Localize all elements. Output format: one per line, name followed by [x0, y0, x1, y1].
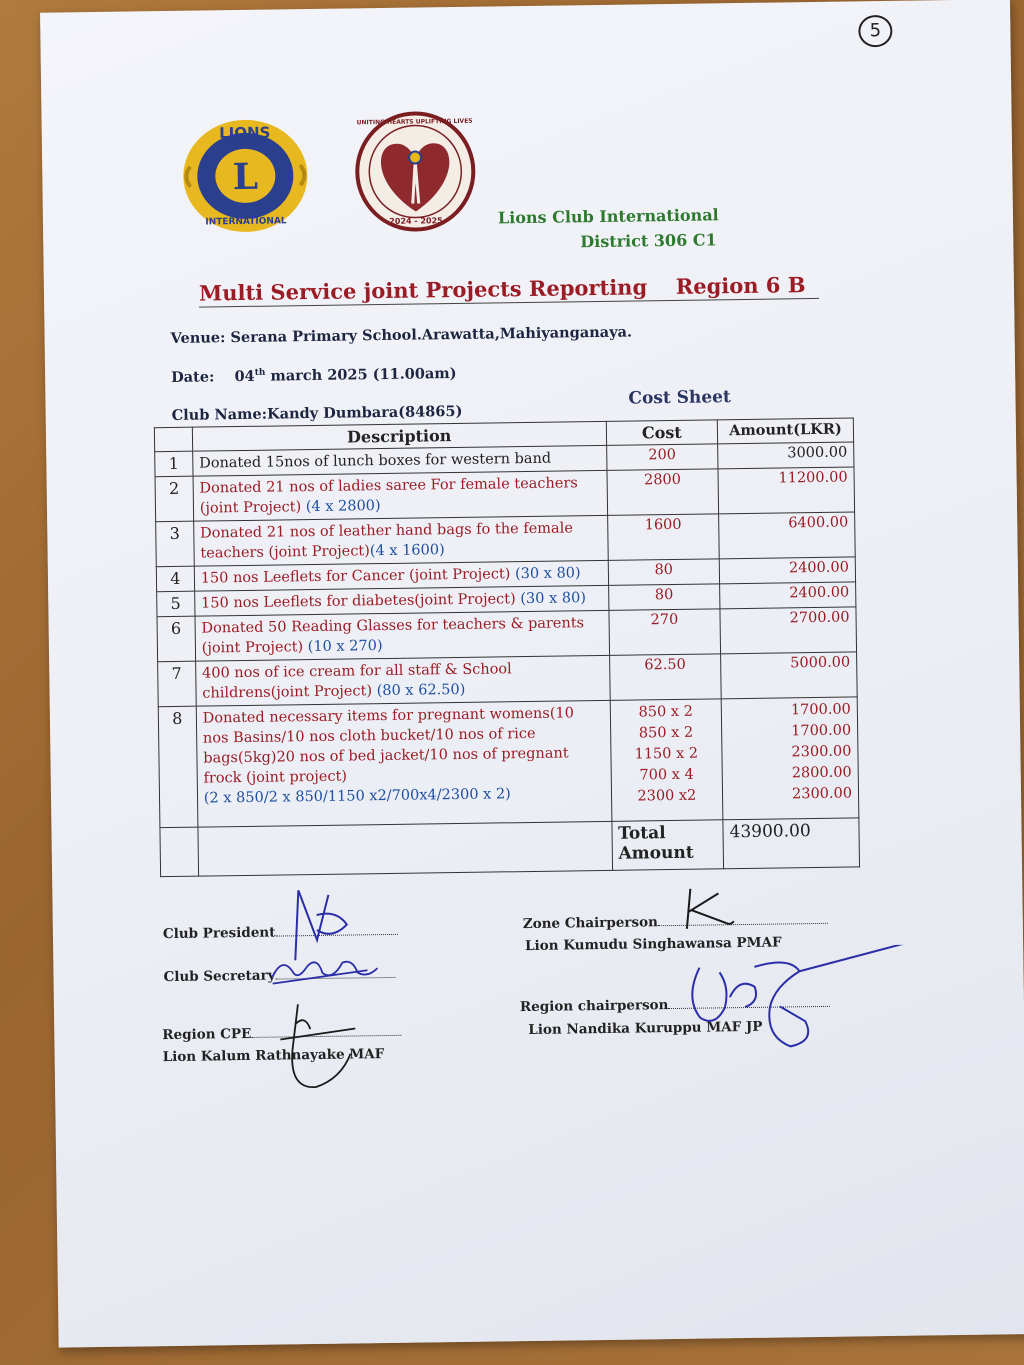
region-chairperson-label: Region chairperson	[519, 997, 669, 1016]
total-row-blank-number	[160, 827, 198, 877]
row-calc: (4 x 2800)	[305, 498, 381, 516]
heart-logo-year: 2024 - 2025	[389, 216, 443, 226]
row-number: 2	[155, 476, 193, 522]
total-label-line1: Total	[618, 823, 666, 844]
uniting-hearts-logo-icon	[349, 111, 481, 233]
row-cost-item: 700 x 4	[639, 766, 694, 784]
header-description: Description	[192, 421, 606, 451]
row-cost-list	[610, 699, 723, 822]
row-description	[196, 700, 612, 827]
row-description-text: Donated 50 Reading Glasses for teachers & parents (joint Project)	[201, 615, 585, 657]
document-page	[40, 0, 1024, 1348]
row-description-text: Donated 21 nos of ladies saree For female teachers (joint Project)	[199, 475, 578, 517]
row-calc: (2 x 850/2 x 850/1150 x2/700x4/2300 x 2)	[203, 786, 511, 807]
row-cost-item: 2300 x2	[637, 787, 697, 805]
date-rest: march 2025 (11.00am)	[270, 364, 457, 385]
total-row	[160, 818, 860, 877]
row-cost-item: 850 x 2	[638, 703, 693, 721]
row-description	[193, 470, 607, 521]
row-amount: 2400.00	[719, 557, 855, 584]
zone-chairperson-label: Zone Chairperson	[522, 914, 658, 933]
date-suffix: th	[254, 367, 266, 378]
club-secretary-signature-icon	[267, 950, 388, 992]
page-number: 5	[858, 15, 892, 47]
total-value: 43900.00	[723, 818, 860, 869]
venue-value: Serana Primary School.Arawatta,Mahiyanganaya.	[230, 323, 633, 347]
row-amount-item: 1700.00	[790, 701, 851, 719]
row-number: 4	[156, 566, 194, 592]
row-description	[195, 610, 609, 661]
date-label: Date:	[171, 368, 215, 386]
org-district: District 306 C1	[580, 230, 717, 252]
row-description-text: Donated necessary items for pregnant womens(10 nos Basins/10 nos cloth bucket/10 nos of rice bags(5kg)20 nos of bed jacket/10 nos of pregnant frock (joint project)	[202, 705, 574, 787]
row-number: 5	[157, 591, 195, 617]
row-calc: (80 x 62.50)	[376, 681, 466, 700]
row-description-text: Donated 15nos of lunch boxes for western band	[199, 450, 552, 472]
venue-label: Venue:	[170, 329, 226, 347]
header-number	[154, 427, 192, 452]
date-line	[171, 365, 457, 386]
row-number: 8	[158, 706, 197, 828]
org-name: Lions Club International	[497, 205, 719, 228]
row-amount-item: 2300.00	[791, 785, 853, 803]
row-amount-item: 1700.00	[791, 722, 852, 740]
row-cost-item: 1150 x 2	[634, 745, 699, 763]
club-value: Kandy Dumbara(84865)	[266, 402, 463, 423]
lions-logo-top-text: LIONS	[218, 123, 271, 143]
row-amount: 2700.00	[720, 607, 857, 654]
cost-table	[154, 417, 860, 877]
header-amount: Amount(LKR)	[717, 418, 853, 444]
row-cost: 80	[608, 559, 720, 586]
row-cost: 62.50	[609, 654, 721, 701]
header-cost: Cost	[606, 420, 718, 446]
row-description-text: 150 nos Leeflets for diabetes(joint Project)	[200, 591, 516, 612]
heart-logo-arc-text: UNITING HEARTS UPLIFTING LIVES	[356, 117, 473, 127]
total-label-line2: Amount	[618, 842, 694, 864]
row-amount: 11200.00	[718, 467, 855, 514]
row-cost-item: 850 x 2	[638, 724, 694, 742]
row-calc: (30 x 80)	[514, 565, 581, 583]
lions-logo-letter: L	[232, 155, 259, 199]
row-cost: 270	[609, 609, 721, 656]
club-secretary-label: Club Secretary	[163, 967, 276, 986]
row-cost: 80	[608, 584, 720, 611]
venue-line	[170, 324, 632, 347]
lions-international-logo-icon	[180, 115, 312, 237]
row-description	[195, 655, 609, 706]
cost-sheet-label: Cost Sheet	[628, 387, 731, 409]
club-president-label: Club President	[162, 924, 276, 943]
row-amount-item: 2300.00	[791, 743, 852, 761]
row-amount: 3000.00	[718, 442, 854, 469]
club-label: Club Name:	[171, 405, 268, 424]
table-row	[158, 697, 859, 828]
row-amount: 2400.00	[720, 582, 856, 609]
row-calc: (4 x 1600)	[369, 542, 445, 560]
total-row-blank-description	[198, 821, 613, 876]
row-calc: (10 x 270)	[307, 638, 383, 656]
row-cost: 2800	[607, 469, 719, 516]
lions-logo-bottom-text: INTERNATIONAL	[205, 216, 287, 228]
page-title-main: Multi Service joint Projects Reporting	[198, 274, 648, 306]
row-cost: 200	[606, 444, 718, 471]
row-description-text: Donated 21 nos of leather hand bags fo the female teachers (joint Project)	[200, 520, 573, 562]
zone-chairperson-name: Lion Kumudu Singhawansa PMAF	[525, 934, 782, 955]
row-amount-item: 2800.00	[791, 764, 852, 782]
total-label	[612, 820, 724, 871]
row-calc: (30 x 80)	[520, 590, 587, 608]
page-title-region: Region 6 B	[675, 272, 806, 299]
row-number: 7	[158, 661, 196, 707]
zone-chairperson-line	[523, 912, 828, 932]
row-cost: 1600	[607, 514, 719, 561]
row-description-text: 150 nos Leeflets for Cancer (joint Project)	[200, 566, 511, 587]
row-amount: 5000.00	[721, 652, 858, 699]
date-day: 04	[234, 367, 255, 386]
club-line	[172, 403, 463, 424]
region-cpe-label: Region CPE	[162, 1025, 252, 1044]
zone-chairperson-signature-icon	[678, 883, 739, 934]
row-amount: 6400.00	[719, 512, 856, 559]
row-number: 6	[157, 616, 195, 662]
row-number: 1	[155, 451, 193, 477]
row-description-text: 400 nos of ice cream for all staff & School childrens(joint Project)	[201, 661, 512, 702]
region-chairperson-signature-icon	[679, 944, 931, 1057]
region-cpe-name: Lion Kalum Rathnayake MAF	[162, 1046, 385, 1066]
row-description	[193, 515, 607, 566]
region-chairperson-name: Lion Nandika Kuruppu MAF JP	[528, 1018, 763, 1039]
row-number: 3	[156, 521, 194, 567]
row-amount-list	[721, 697, 859, 820]
page-title	[199, 272, 806, 305]
region-cpe-signature-icon	[270, 998, 361, 1094]
